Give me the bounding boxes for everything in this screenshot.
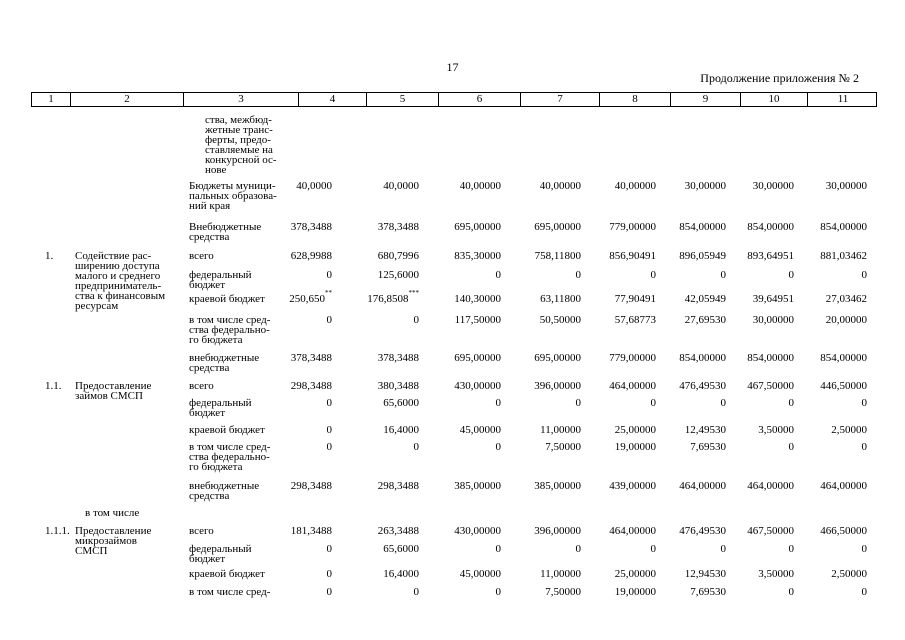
value-col-7	[535, 251, 581, 261]
value-text: 0	[326, 586, 332, 598]
value-col-10	[753, 294, 794, 304]
value-col-6	[454, 381, 501, 391]
value-col-4	[327, 270, 333, 280]
value-col-7	[545, 442, 581, 452]
value-text: 0	[650, 543, 656, 555]
value-text: 125,6000	[377, 269, 419, 281]
value-text: 65,6000	[383, 543, 419, 555]
value-text: 854,00000	[679, 352, 726, 364]
value-text: 298,3488	[290, 480, 332, 492]
value-col-4	[291, 481, 332, 491]
value-col-5	[414, 442, 420, 452]
value-col-4	[291, 526, 332, 536]
value-col-10	[789, 398, 795, 408]
footnote-mark: ***	[408, 289, 419, 297]
value-col-4	[296, 181, 332, 191]
value-text: 467,50000	[747, 380, 794, 392]
value-col-6	[454, 481, 501, 491]
value-col-6	[454, 222, 501, 232]
value-text: 16,4000	[383, 568, 419, 580]
value-col-7	[576, 270, 582, 280]
value-text: 0	[788, 397, 794, 409]
value-text: 467,50000	[747, 525, 794, 537]
value-col-5	[383, 425, 419, 435]
value-col-11	[862, 398, 868, 408]
value-col-10	[747, 353, 794, 363]
value-col-6	[460, 181, 501, 191]
funding-source: в том числе сред- ства федерально- го бюджета	[189, 441, 271, 473]
value-text: 378,3488	[377, 352, 419, 364]
value-col-6	[496, 587, 502, 597]
value-text: 430,00000	[454, 380, 501, 392]
value-col-6	[496, 544, 502, 554]
header-row	[31, 92, 877, 107]
value-col-9	[690, 587, 726, 597]
value-text: 40,00000	[614, 180, 656, 192]
value-col-8	[651, 398, 657, 408]
value-col-8	[609, 222, 656, 232]
value-text: 3,50000	[758, 568, 794, 580]
value-text: 695,00000	[454, 352, 501, 364]
value-col-4	[291, 353, 332, 363]
value-col-5	[378, 526, 419, 536]
funding-source: ства, межбюд- жетные транс- ферты, предо- ставляемые на конкурсной ос- нове	[205, 114, 277, 176]
value-col-7	[540, 569, 581, 579]
value-text: 3,50000	[758, 424, 794, 436]
value-col-4	[291, 251, 332, 261]
measure-name: в том числе	[85, 507, 140, 519]
value-col-6	[454, 353, 501, 363]
value-text: 0	[326, 543, 332, 555]
continuation-caption: Продолжение приложения № 2	[700, 71, 859, 85]
value-col-4	[327, 587, 333, 597]
budget-table	[31, 92, 877, 598]
funding-source: всего	[189, 250, 214, 262]
value-col-7	[540, 425, 581, 435]
funding-source: Внебюджетные средства	[189, 221, 262, 243]
value-col-8	[615, 442, 656, 452]
value-col-10	[753, 181, 794, 191]
value-col-9	[685, 569, 726, 579]
value-text: 854,00000	[820, 352, 867, 364]
value-text: 7,69530	[690, 586, 726, 598]
value-text: 7,50000	[545, 441, 581, 453]
value-text: 893,64951	[747, 250, 794, 262]
value-text: 25,00000	[614, 568, 656, 580]
value-text: 176,8508	[367, 293, 409, 305]
value-col-5	[414, 315, 420, 325]
value-text: 181,3488	[290, 525, 332, 537]
value-text: 396,00000	[534, 525, 581, 537]
value-text: 854,00000	[679, 221, 726, 233]
value-text: 385,00000	[454, 480, 501, 492]
value-text: 476,49530	[679, 525, 726, 537]
header-col-1: 1	[48, 93, 54, 105]
value-text: 45,00000	[459, 424, 501, 436]
value-text: 0	[650, 269, 656, 281]
value-col-11	[820, 381, 867, 391]
header-col-10: 10	[740, 93, 807, 106]
value-col-6	[455, 315, 501, 325]
header-col-11: 11	[807, 93, 878, 106]
value-text: 0	[413, 441, 419, 453]
value-text: 464,00000	[747, 480, 794, 492]
value-col-11	[826, 181, 867, 191]
value-text: 439,00000	[609, 480, 656, 492]
value-col-10	[789, 587, 795, 597]
value-text: 30,00000	[825, 180, 867, 192]
value-col-8	[609, 526, 656, 536]
funding-source: краевой бюджет	[189, 568, 265, 580]
value-col-10	[747, 481, 794, 491]
value-col-9	[721, 544, 727, 554]
funding-source: внебюджетные средства	[189, 480, 260, 502]
value-text: 0	[575, 269, 581, 281]
value-col-9	[679, 222, 726, 232]
value-text: 464,00000	[609, 525, 656, 537]
value-text: 680,7996	[377, 250, 419, 262]
measure-name: Предоставление займов СМСП	[75, 380, 152, 402]
value-text: 0	[326, 568, 332, 580]
value-text: 25,00000	[614, 424, 656, 436]
value-col-11	[862, 270, 868, 280]
value-text: 0	[788, 269, 794, 281]
value-col-5	[367, 289, 419, 305]
value-text: 854,00000	[747, 221, 794, 233]
funding-source: федеральный бюджет	[189, 269, 252, 291]
page-number: 17	[446, 60, 459, 74]
value-col-6	[460, 569, 501, 579]
value-col-11	[820, 481, 867, 491]
value-col-8	[615, 315, 656, 325]
value-col-10	[789, 270, 795, 280]
value-text: 446,50000	[820, 380, 867, 392]
value-text: 0	[720, 397, 726, 409]
value-col-11	[831, 569, 867, 579]
value-text: 117,50000	[454, 314, 501, 326]
value-col-8	[651, 270, 657, 280]
row-number: 1.	[45, 250, 54, 262]
value-col-5	[383, 398, 419, 408]
value-col-8	[615, 569, 656, 579]
value-text: 0	[413, 586, 419, 598]
value-col-9	[685, 181, 726, 191]
value-text: 835,30000	[454, 250, 501, 262]
value-col-11	[826, 294, 867, 304]
header-col-3: 3	[183, 93, 298, 106]
value-col-11	[862, 587, 868, 597]
value-text: 0	[575, 543, 581, 555]
value-col-7	[534, 381, 581, 391]
value-text: 0	[861, 397, 867, 409]
value-col-6	[496, 442, 502, 452]
value-text: 0	[413, 314, 419, 326]
value-col-5	[378, 353, 419, 363]
value-col-5	[378, 251, 419, 261]
funding-source: краевой бюджет	[189, 293, 265, 305]
value-text: 628,9988	[290, 250, 332, 262]
value-text: 2,50000	[831, 568, 867, 580]
value-text: 0	[495, 586, 501, 598]
value-text: 12,94530	[684, 568, 726, 580]
value-text: 0	[495, 269, 501, 281]
value-text: 7,69530	[690, 441, 726, 453]
value-col-10	[789, 544, 795, 554]
value-col-7	[534, 353, 581, 363]
value-text: 298,3488	[290, 380, 332, 392]
row-number: 1.1.1.	[45, 525, 70, 537]
value-col-4	[327, 442, 333, 452]
value-col-7	[576, 544, 582, 554]
value-text: 0	[495, 543, 501, 555]
value-text: 0	[861, 543, 867, 555]
value-text: 695,00000	[534, 352, 581, 364]
value-col-4	[291, 222, 332, 232]
value-col-8	[609, 353, 656, 363]
value-col-9	[721, 270, 727, 280]
value-text: 0	[575, 397, 581, 409]
value-col-5	[383, 181, 419, 191]
value-text: 758,11800	[534, 250, 581, 262]
value-col-8	[615, 425, 656, 435]
value-text: 881,03462	[820, 250, 867, 262]
value-text: 779,00000	[609, 352, 656, 364]
value-text: 464,00000	[820, 480, 867, 492]
value-text: 12,49530	[684, 424, 726, 436]
value-text: 854,00000	[820, 221, 867, 233]
header-col-4: 4	[298, 93, 366, 106]
value-col-9	[679, 526, 726, 536]
value-text: 695,00000	[454, 221, 501, 233]
value-text: 19,00000	[614, 586, 656, 598]
value-text: 476,49530	[679, 380, 726, 392]
value-col-10	[758, 425, 794, 435]
value-col-6	[496, 398, 502, 408]
value-text: 40,0000	[383, 180, 419, 192]
header-col-2: 2	[70, 93, 183, 106]
value-col-6	[496, 270, 502, 280]
value-col-9	[679, 481, 726, 491]
value-text: 0	[326, 314, 332, 326]
value-col-9	[685, 315, 726, 325]
value-col-11	[831, 425, 867, 435]
value-text: 695,00000	[534, 221, 581, 233]
value-text: 263,3488	[377, 525, 419, 537]
value-text: 2,50000	[831, 424, 867, 436]
funding-source: Бюджеты муници- пальных образова- ний края	[189, 180, 277, 212]
value-col-9	[721, 398, 727, 408]
value-col-10	[789, 442, 795, 452]
value-text: 378,3488	[377, 221, 419, 233]
value-col-7	[534, 526, 581, 536]
value-text: 0	[788, 441, 794, 453]
value-col-6	[454, 294, 501, 304]
value-col-8	[609, 481, 656, 491]
value-col-4	[327, 425, 333, 435]
value-col-11	[820, 222, 867, 232]
value-text: 77,90491	[614, 293, 656, 305]
value-col-11	[820, 353, 867, 363]
value-text: 0	[861, 269, 867, 281]
header-col-8: 8	[599, 93, 670, 106]
funding-source: в том числе сред-	[189, 586, 271, 598]
value-text: 378,3488	[290, 352, 332, 364]
value-col-11	[862, 442, 868, 452]
value-text: 7,50000	[545, 586, 581, 598]
value-text: 30,00000	[752, 314, 794, 326]
value-text: 0	[495, 397, 501, 409]
value-text: 27,03462	[825, 293, 867, 305]
value-text: 11,00000	[540, 424, 581, 436]
value-col-5	[383, 569, 419, 579]
value-col-8	[609, 381, 656, 391]
value-col-7	[545, 587, 581, 597]
value-col-10	[747, 222, 794, 232]
value-text: 464,00000	[679, 480, 726, 492]
value-col-9	[690, 442, 726, 452]
value-col-10	[753, 315, 794, 325]
value-text: 430,00000	[454, 525, 501, 537]
value-text: 63,11800	[540, 293, 581, 305]
value-text: 20,00000	[825, 314, 867, 326]
value-text: 27,69530	[684, 314, 726, 326]
value-col-8	[615, 587, 656, 597]
value-col-10	[758, 569, 794, 579]
value-text: 464,00000	[609, 380, 656, 392]
value-text: 0	[326, 441, 332, 453]
value-col-5	[378, 270, 419, 280]
funding-source: внебюджетные средства	[189, 352, 260, 374]
value-col-4	[327, 315, 333, 325]
value-col-6	[454, 251, 501, 261]
value-col-5	[383, 544, 419, 554]
value-col-4	[327, 569, 333, 579]
value-col-5	[378, 481, 419, 491]
value-col-7	[534, 222, 581, 232]
value-text: 0	[720, 543, 726, 555]
value-col-7	[540, 315, 581, 325]
value-text: 40,00000	[459, 180, 501, 192]
header-col-9: 9	[670, 93, 740, 106]
value-col-9	[679, 381, 726, 391]
value-col-11	[820, 526, 867, 536]
value-col-4	[291, 381, 332, 391]
value-text: 896,05949	[679, 250, 726, 262]
header-col-6: 6	[438, 93, 520, 106]
value-col-7	[540, 294, 581, 304]
value-col-5	[378, 381, 419, 391]
value-col-8	[615, 294, 656, 304]
value-col-7	[540, 181, 581, 191]
value-text: 19,00000	[614, 441, 656, 453]
measure-name: Предоставление микрозаймов СМСП	[75, 525, 152, 557]
value-col-6	[454, 526, 501, 536]
value-text: 0	[720, 269, 726, 281]
value-text: 42,05949	[684, 293, 726, 305]
value-col-11	[862, 544, 868, 554]
value-text: 396,00000	[534, 380, 581, 392]
value-text: 0	[326, 424, 332, 436]
value-text: 11,00000	[540, 568, 581, 580]
value-text: 30,00000	[752, 180, 794, 192]
funding-source: федеральный бюджет	[189, 397, 252, 419]
value-text: 50,50000	[539, 314, 581, 326]
value-text: 856,90491	[609, 250, 656, 262]
value-text: 30,00000	[684, 180, 726, 192]
value-text: 40,0000	[296, 180, 332, 192]
value-col-8	[609, 251, 656, 261]
value-col-10	[747, 251, 794, 261]
value-col-7	[534, 481, 581, 491]
value-col-4	[327, 398, 333, 408]
value-col-10	[747, 526, 794, 536]
footnote-mark: **	[325, 289, 332, 297]
value-text: 0	[788, 586, 794, 598]
funding-source: всего	[189, 525, 214, 537]
value-col-9	[679, 353, 726, 363]
value-text: 466,50000	[820, 525, 867, 537]
value-text: 40,00000	[539, 180, 581, 192]
value-col-11	[826, 315, 867, 325]
value-col-8	[651, 544, 657, 554]
value-col-5	[378, 222, 419, 232]
value-text: 0	[650, 397, 656, 409]
value-text: 0	[788, 543, 794, 555]
value-col-8	[615, 181, 656, 191]
measure-name: Содействие рас- ширению доступа малого и среднего предприниматель- ства к финансовым ресурсам	[75, 250, 166, 312]
value-text: 0	[495, 441, 501, 453]
value-text: 57,68773	[614, 314, 656, 326]
value-text: 298,3488	[377, 480, 419, 492]
value-text: 16,4000	[383, 424, 419, 436]
value-col-5	[414, 587, 420, 597]
funding-source: в том числе сред- ства федерально- го бюджета	[189, 314, 271, 346]
value-text: 385,00000	[534, 480, 581, 492]
value-text: 854,00000	[747, 352, 794, 364]
value-text: 0	[326, 269, 332, 281]
value-text: 378,3488	[290, 221, 332, 233]
value-text: 250,650	[289, 293, 325, 305]
header-col-7: 7	[520, 93, 599, 106]
value-text: 65,6000	[383, 397, 419, 409]
value-col-4	[289, 289, 332, 305]
value-text: 45,00000	[459, 568, 501, 580]
value-text: 779,00000	[609, 221, 656, 233]
value-text: 0	[326, 397, 332, 409]
funding-source: всего	[189, 380, 214, 392]
value-col-4	[327, 544, 333, 554]
value-col-6	[460, 425, 501, 435]
value-text: 0	[861, 441, 867, 453]
value-text: 140,30000	[454, 293, 501, 305]
funding-source: краевой бюджет	[189, 424, 265, 436]
value-col-11	[820, 251, 867, 261]
value-col-9	[685, 294, 726, 304]
value-text: 39,64951	[752, 293, 794, 305]
value-col-10	[747, 381, 794, 391]
value-col-7	[576, 398, 582, 408]
row-number: 1.1.	[45, 380, 62, 392]
header-col-5: 5	[366, 93, 438, 106]
value-text: 0	[861, 586, 867, 598]
value-text: 380,3488	[377, 380, 419, 392]
funding-source: федеральный бюджет	[189, 543, 252, 565]
value-col-9	[685, 425, 726, 435]
value-col-9	[679, 251, 726, 261]
